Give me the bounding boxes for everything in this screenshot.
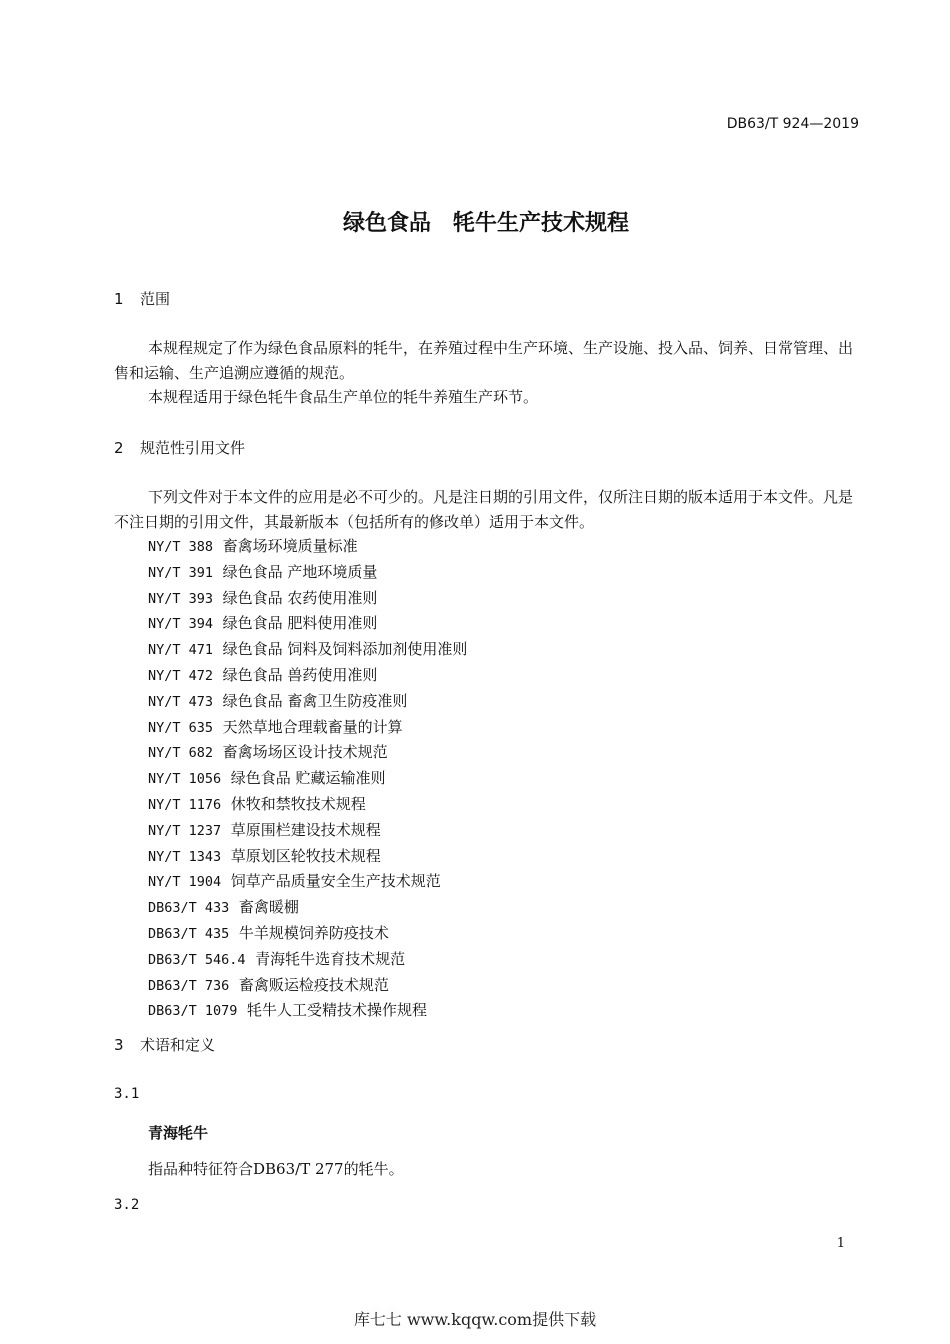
reference-title: 畜禽场环境质量标准 bbox=[222, 537, 358, 555]
watermark-text: 库七七 www.kqqw.com提供下载 bbox=[353, 1310, 597, 1329]
section-title: 范围 bbox=[140, 290, 171, 308]
reference-code: DB63/T 1079 bbox=[148, 1003, 238, 1020]
reference-code: NY/T 1176 bbox=[148, 796, 222, 813]
reference-code: DB63/T 435 bbox=[148, 925, 230, 942]
reference-item bbox=[148, 947, 467, 973]
page-number: 1 bbox=[836, 1236, 845, 1251]
reference-item bbox=[148, 689, 467, 715]
reference-title: 牦牛人工受精技术操作规程 bbox=[246, 1001, 427, 1020]
reference-item bbox=[148, 740, 467, 766]
reference-item bbox=[148, 792, 467, 818]
reference-code: NY/T 394 bbox=[148, 616, 214, 633]
reference-title: 畜禽暖棚 bbox=[238, 898, 299, 917]
reference-item bbox=[148, 663, 467, 689]
reference-code: NY/T 635 bbox=[148, 719, 214, 736]
reference-list bbox=[148, 534, 467, 1024]
reference-title: 休牧和禁牧技术规程 bbox=[230, 794, 366, 813]
term-name: 青海牦牛 bbox=[148, 1124, 209, 1142]
reference-title: 绿色食品 饲料及饲料添加剂使用准则 bbox=[222, 640, 468, 659]
term-number: 3.2 bbox=[114, 1197, 140, 1213]
reference-code: NY/T 472 bbox=[148, 667, 214, 684]
reference-item bbox=[148, 818, 467, 844]
reference-code: NY/T 1056 bbox=[148, 771, 222, 788]
section-title: 术语和定义 bbox=[140, 1036, 216, 1054]
reference-title: 绿色食品 兽药使用准则 bbox=[222, 665, 378, 684]
section-heading-scope bbox=[114, 288, 170, 309]
section-number: 1 bbox=[114, 290, 124, 308]
reference-code: NY/T 391 bbox=[148, 564, 214, 581]
reference-code: NY/T 473 bbox=[148, 693, 214, 710]
reference-item bbox=[148, 921, 467, 947]
reference-item bbox=[148, 895, 467, 921]
reference-code: NY/T 1343 bbox=[148, 848, 222, 865]
reference-title: 青海牦牛选育技术规范 bbox=[255, 949, 406, 968]
reference-code: DB63/T 433 bbox=[148, 900, 230, 917]
reference-title: 草原围栏建设技术规程 bbox=[230, 820, 381, 839]
reference-code: NY/T 1904 bbox=[148, 874, 222, 891]
reference-title: 饲草产品质量安全生产技术规范 bbox=[230, 872, 441, 891]
reference-title: 绿色食品 贮藏运输准则 bbox=[230, 769, 386, 788]
reference-code: NY/T 393 bbox=[148, 590, 214, 607]
section-heading-terms bbox=[114, 1034, 215, 1055]
reference-code: NY/T 682 bbox=[148, 745, 214, 762]
reference-title: 畜禽场场区设计技术规范 bbox=[222, 743, 388, 762]
reference-item bbox=[148, 611, 467, 637]
reference-item bbox=[148, 844, 467, 870]
normative-intro: 下列文件对于本文件的应用是必不可少的。凡是注日期的引用文件，仅所注日期的版本适用于本文件。凡是不注日期的引用文件，其最新版本（包括所有的修改单）适用于本文件。 bbox=[114, 488, 854, 531]
reference-code: DB63/T 736 bbox=[148, 977, 230, 994]
reference-title: 草原划区轮牧技术规程 bbox=[230, 846, 381, 865]
reference-code: NY/T 1237 bbox=[148, 822, 222, 839]
reference-item bbox=[148, 973, 467, 999]
reference-item bbox=[148, 637, 467, 663]
reference-title: 牛羊规模饲养防疫技术 bbox=[238, 923, 389, 942]
reference-code: DB63/T 546.4 bbox=[148, 951, 246, 968]
reference-title: 畜禽贩运检疫技术规范 bbox=[238, 975, 389, 994]
scope-paragraph-1: 本规程规定了作为绿色食品原料的牦牛，在养殖过程中生产环境、生产设施、投入品、饲养、日常管理、出售和运输、生产追溯应遵循的规范。 bbox=[114, 339, 854, 382]
reference-item bbox=[148, 766, 467, 792]
reference-item bbox=[148, 998, 467, 1024]
section-title: 规范性引用文件 bbox=[140, 439, 246, 457]
reference-title: 绿色食品 产地环境质量 bbox=[222, 562, 378, 581]
document-code: DB63/T 924—2019 bbox=[726, 116, 859, 132]
reference-title: 绿色食品 农药使用准则 bbox=[222, 588, 378, 607]
reference-code: NY/T 471 bbox=[148, 642, 214, 659]
reference-item bbox=[148, 715, 467, 741]
reference-item bbox=[148, 560, 467, 586]
reference-item bbox=[148, 586, 467, 612]
section-heading-normative bbox=[114, 437, 245, 458]
page-title: 绿色食品 牦牛生产技术规程 bbox=[342, 211, 629, 236]
term-definition: 指品种特征符合DB63/T 277的牦牛。 bbox=[148, 1160, 404, 1178]
term-number: 3.1 bbox=[114, 1086, 140, 1102]
section-number: 3 bbox=[114, 1036, 124, 1054]
reference-title: 绿色食品 肥料使用准则 bbox=[222, 614, 378, 633]
reference-item bbox=[148, 534, 467, 560]
reference-title: 天然草地合理载畜量的计算 bbox=[222, 717, 403, 736]
reference-item bbox=[148, 869, 467, 895]
reference-code: NY/T 388 bbox=[148, 539, 214, 555]
reference-title: 绿色食品 畜禽卫生防疫准则 bbox=[222, 691, 408, 710]
section-number: 2 bbox=[114, 439, 124, 457]
scope-paragraph-2: 本规程适用于绿色牦牛食品生产单位的牦牛养殖生产环节。 bbox=[148, 388, 539, 406]
